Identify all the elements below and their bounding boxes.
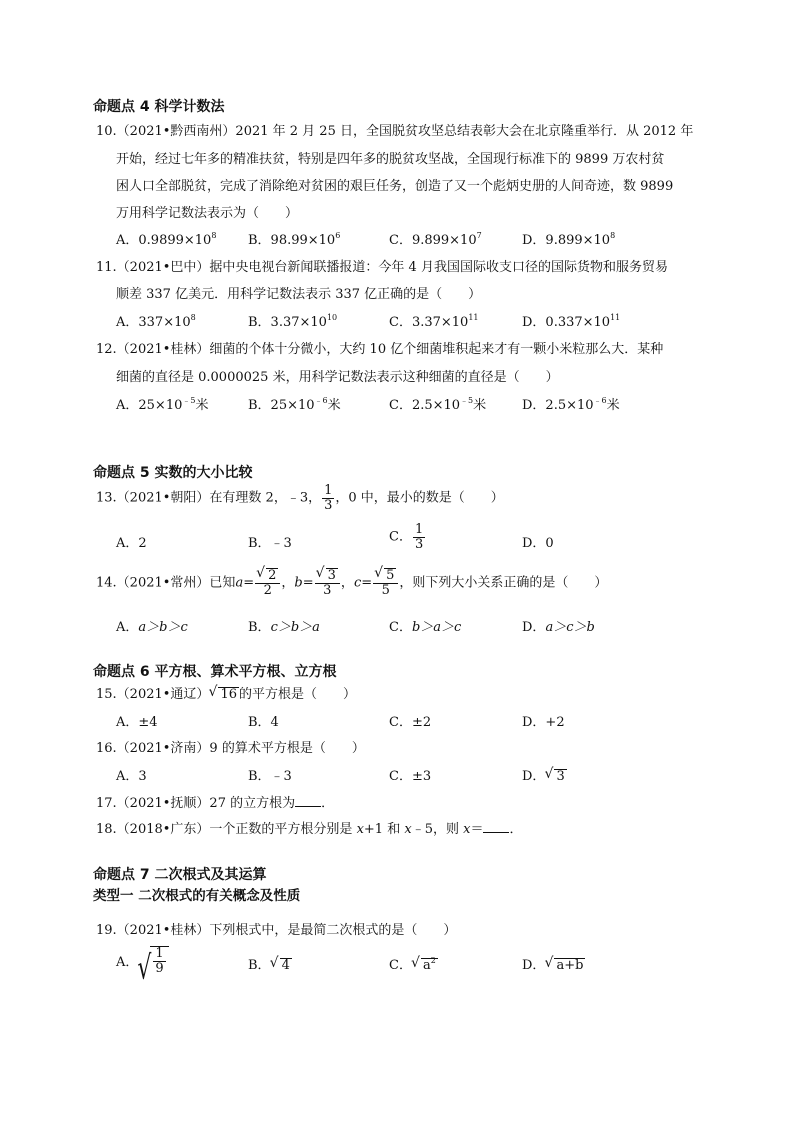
q14-option-a[interactable]: A．a＞b＞c (116, 620, 188, 635)
q16-option-c[interactable]: C．±3 (389, 769, 432, 784)
q13-option-c[interactable]: C． $\frac{1}{3}$ (389, 522, 424, 552)
q10-option-a[interactable]: A．$0.9899\times 10^8$ (116, 231, 217, 248)
q11-option-a[interactable]: A．$337\times 10^8$ (116, 313, 196, 330)
q10-line-1: 10.（2021•黔西南州）2021 年 2 月 25 日，全国脱贫攻坚总结表彰大会在北京隆重举行．从 2012 年 (96, 124, 694, 139)
q19-stem: 19.（2021•桂林）下列根式中，是最简二次根式的是（ ） (96, 923, 457, 938)
q12-option-c[interactable]: C．$2.5\times 10^{﹣5}$米 (389, 396, 487, 413)
q11-option-c[interactable]: C．$3.37\times 10^{11}$ (389, 313, 479, 330)
q15-option-d[interactable]: D．+2 (522, 715, 565, 730)
q14-stem: 14.（2021•常州）已知a= √ $\frac{2}{2}$ ，b= √ $\frac{3}{3}$ ，c= √ $\frac{5}{5}$ ，则下列大小关系正确的是（ ） (96, 568, 607, 598)
q16-option-a[interactable]: A．3 (116, 769, 147, 784)
q11-line-2: 顺差 337 亿美元．用科学记数法表示 337 亿正确的是（ ） (116, 287, 482, 302)
q10-line-3: 困人口全部脱贫，完成了消除绝对贫困的艰巨任务，创造了又一个彪炳史册的人间奇迹，数 9899 (116, 179, 674, 194)
q12-line-1: 12.（2021•桂林）细菌的个体十分微小，大约 10 亿个细菌堆积起来才有一颗小米粒那么大．某种 (96, 342, 664, 357)
subsection-type-1: 类型一 二次根式的有关概念及性质 (93, 888, 301, 904)
q17-stem: 17.（2021•抚顺）27 的立方根为 ． (96, 796, 335, 811)
q12-option-b[interactable]: B．$25\times 10^{﹣6}$米 (248, 396, 341, 413)
q18-stem: 18.（2018•广东）一个正数的平方根分别是 x+1 和 x﹣5，则 x＝ ． (96, 822, 523, 837)
section-heading-6: 命题点 6 平方根、算术平方根、立方根 (93, 664, 337, 680)
q13-option-d[interactable]: D．0 (522, 536, 554, 551)
q19-option-d[interactable]: D．√ a+b (522, 954, 585, 973)
q13-fraction: $\frac{1}{3}$ (324, 483, 333, 513)
answer-blank[interactable] (483, 820, 509, 833)
q19-option-c[interactable]: C．√ $a^2$ (389, 954, 438, 973)
section-heading-5: 命题点 5 实数的大小比较 (93, 465, 253, 481)
q13-stem: 13.（2021•朝阳）在有理数 2，﹣3， $\frac{1}{3}$ ，0 中，最小的数是（ ） (96, 483, 504, 513)
q15-option-c[interactable]: C．±2 (389, 715, 432, 730)
section-heading-7: 命题点 7 二次根式及其运算 (93, 867, 267, 883)
q14-option-c[interactable]: C．b＞a＞c (389, 620, 462, 635)
q10-line-2: 开始，经过七年多的精准扶贫，特别是四年多的脱贫攻坚战，全国现行标准下的 9899 万农村贫 (116, 152, 665, 167)
q10-option-c[interactable]: C．$9.899\times 10^7$ (389, 231, 482, 248)
answer-blank[interactable] (295, 794, 321, 807)
q10-option-d[interactable]: D．$9.899\times 10^8$ (522, 231, 616, 248)
q11-option-d[interactable]: D．$0.337\times 10^{11}$ (522, 313, 621, 330)
q16-option-d[interactable]: D．√ 3 (522, 765, 567, 784)
q15-option-a[interactable]: A．±4 (116, 715, 158, 730)
section-heading-4: 命题点 4 科学计数法 (93, 99, 225, 115)
q11-line-1: 11.（2021•巴中）据中央电视台新闻联播报道：今年 4 月我国国际收支口径的国际货物和服务贸易 (96, 260, 668, 275)
q13-option-b[interactable]: B．﹣3 (248, 536, 292, 551)
q15-option-b[interactable]: B．4 (248, 715, 279, 730)
q11-option-b[interactable]: B．$3.37\times 10^{10}$ (248, 313, 338, 330)
q10-option-b[interactable]: B．$98.99\times 10^6$ (248, 231, 341, 248)
q12-option-d[interactable]: D．$2.5\times 10^{﹣6}$米 (522, 396, 620, 413)
q10-line-4: 万用科学记数法表示为（ ） (116, 206, 299, 221)
q16-stem: 16.（2021•济南）9 的算术平方根是（ ） (96, 741, 365, 756)
q19-option-b[interactable]: B．√ 4 (248, 954, 292, 973)
q12-option-a[interactable]: A．$25\times 10^{﹣5}$米 (116, 396, 209, 413)
q13-option-a[interactable]: A．2 (116, 536, 147, 551)
q14-option-d[interactable]: D．a＞c＞b (522, 620, 595, 635)
q12-line-2: 细菌的直径是 0.0000025 米，用科学记数法表示这种细菌的直径是（ ） (116, 370, 559, 385)
q15-stem: 15.（2021•通辽）√ 16 的平方根是（ ） (96, 683, 356, 702)
q19-option-a[interactable]: A． √ $\frac{1}{9}$ (116, 946, 169, 975)
q14-option-b[interactable]: B．c＞b＞a (248, 620, 320, 635)
q16-option-b[interactable]: B．﹣3 (248, 769, 292, 784)
